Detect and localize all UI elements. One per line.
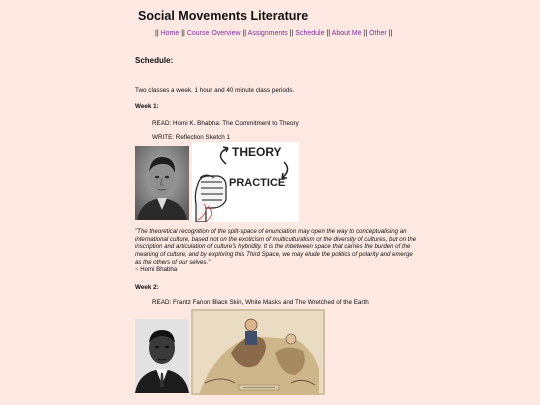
week-1-label: Week 1: [135,103,159,110]
nav-separator: || [181,30,185,37]
bhabha-quote: "The theoretical recognition of the split-space of enunciation may open the way to conceptualising an international culture, based not on the exoticism of multiculturalism or the diversity of cultures, but on the inscription and articulation of culture's hybridity. It is the inbetween space that carries the burden of the meaning of culture, and by exploring this Third Space, we may elude the politics of polarity and emerge as the others of our selves." [135,228,417,266]
nav-separator: || [155,30,159,37]
nav-separator: || [326,30,331,37]
quote-author: ~ Homi Bhabha [135,266,178,273]
practice-word: PRACTICE [229,177,286,189]
week-2-label: Week 2: [135,284,159,291]
nav-separator: || [242,30,247,37]
theory-practice-graphic [192,142,299,222]
schedule-heading: Schedule: [135,56,174,65]
nav-link-other[interactable]: Other [369,30,387,37]
nav-separator: || [363,30,368,37]
colonial-caricature-illustration [191,309,325,395]
nav-link-about-me[interactable]: About Me [331,30,362,37]
nav-link-assignments[interactable]: Assignments [247,30,288,37]
nav-bar [155,30,392,37]
week-1-reading: READ: Homi K. Bhabha: The Commitment to Theory [152,120,299,127]
schedule-intro: Two classes a week. 1 hour and 40 minute class periods. [135,87,295,94]
theory-word: THEORY [232,145,282,159]
nav-separator: || [388,30,393,37]
site-title: Social Movements Literature [138,9,309,23]
week-1-writing: WRITE: Reflection Sketch 1 [152,134,231,141]
fanon-portrait-photo [135,319,189,393]
nav-link-schedule[interactable]: Schedule [295,30,325,37]
bhabha-portrait-photo [135,146,189,220]
nav-link-home[interactable]: Home [160,30,180,37]
nav-link-course-overview[interactable]: Course Overview [186,30,241,37]
nav-separator: || [289,30,294,37]
week-2-reading: READ: Frantz Fanon Black Skin, White Masks and The Wretched of the Earth [152,299,369,306]
